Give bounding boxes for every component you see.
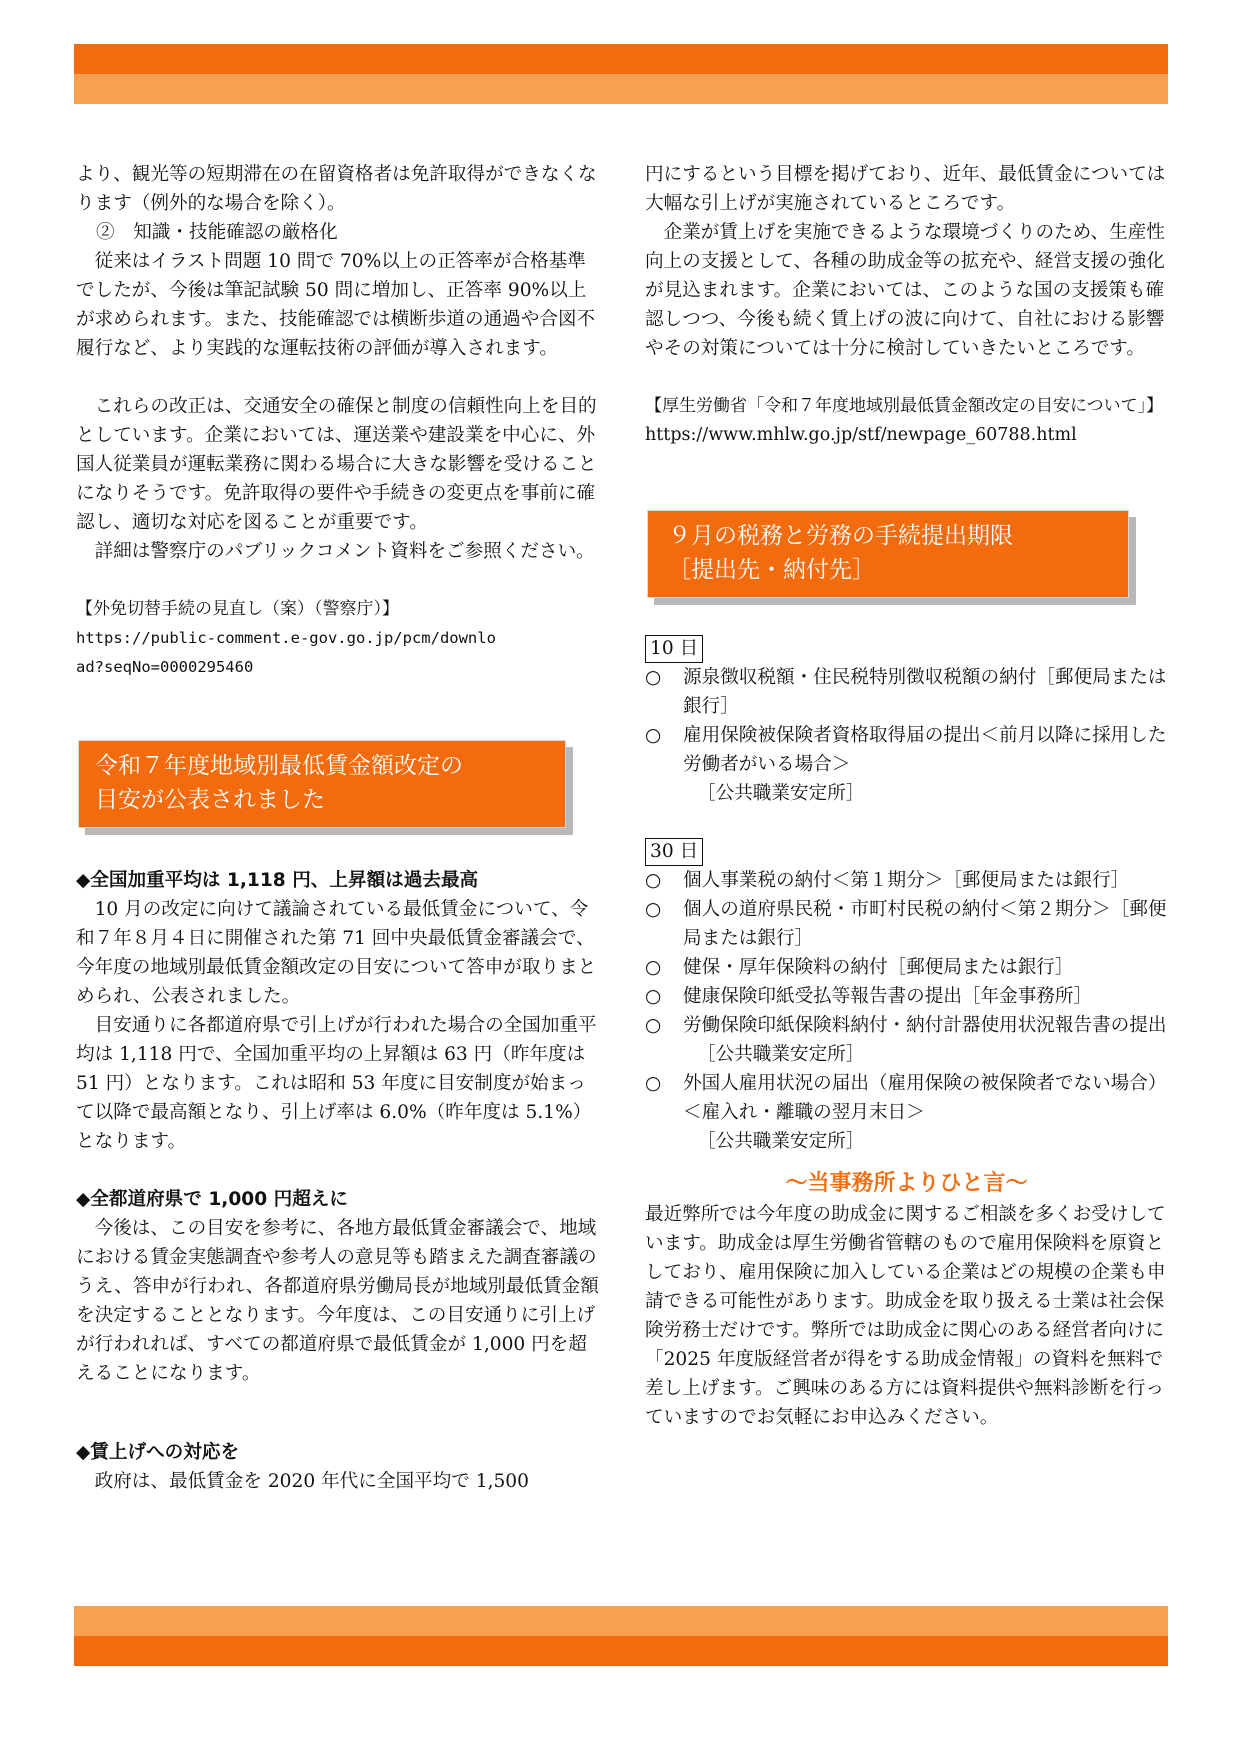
- subheading: ② 知識・技能確認の厳格化: [96, 222, 338, 243]
- list-item: ○ 個人の道府県民税・市町村民税の納付＜第２期分＞［郵便局または銀行］: [645, 895, 1168, 953]
- list-item: ○ 健保・厚年保険料の納付［郵便局または銀行］: [645, 953, 1168, 982]
- list-item: ○ 労働保険印紙保険料納付・納付計器使用状況報告書の提出: [645, 1011, 1168, 1040]
- office-note-body: 最近弊所では今年度の助成金に関するご相談を多くお受けしています。助成金は厚生労働省管轄のもので雇用保険料を原資としており、雇用保険に加入している企業はどの規模の企業も申請できる可能性があります。助成金を取り扱える士業は社会保険労務士だけです。弊所では助成金に関心のある経営者向けに「2025 年度版経営者が得をする助成金情報」の資料を無料で差し上げます。ご興味のある方には資料提供や無料診断を行っていますのでお気軽にお申込みください。: [645, 1204, 1166, 1428]
- footer-bar-dark: [74, 1636, 1168, 1666]
- submission-office: ［公共職業安定所］: [697, 783, 865, 804]
- reference-title: 【厚生労働省「令和７年度地域別最低賃金額改定の目安について」】: [645, 396, 1164, 416]
- office-note-title: ～当事務所よりひと言～: [785, 1171, 1028, 1196]
- section-banner-minimum-wage: [78, 740, 566, 828]
- list-item: ○ 源泉徴収税額・住民税特別徴収税額の納付［郵便局または銀行］: [645, 663, 1168, 721]
- reference-title: 【外免切替手続の見直し（案）（警察庁）】: [76, 599, 399, 619]
- paragraph: 政府は、最低賃金を 2020 年代に全国平均で 1,500: [94, 1471, 529, 1492]
- reference-url[interactable]: https://www.mhlw.go.jp/stf/newpage_60788.html: [645, 425, 1077, 445]
- section-heading: ◆全国加重平均は 1,118 円、上昇額は過去最高: [76, 870, 479, 891]
- circle-bullet-icon: ○: [645, 1073, 662, 1094]
- section-banner-deadlines: [647, 510, 1129, 598]
- header-bar-dark: [74, 44, 1168, 74]
- circle-bullet-icon: ○: [645, 986, 662, 1007]
- section-heading: ◆賃上げへの対応を: [76, 1442, 240, 1463]
- reference-url[interactable]: https://public-comment.e-gov.go.jp/pcm/download?seqNo=0000295460: [76, 629, 496, 676]
- day-label-10: 10 日: [645, 635, 703, 663]
- circle-bullet-icon: ○: [645, 1015, 662, 1036]
- submission-office: ［公共職業安定所］: [697, 1131, 865, 1152]
- paragraph: これらの改正は、交通安全の確保と制度の信頼性向上を目的としています。企業においては、運送業や建設業を中心に、外国人従業員が運転業務に関わる場合に大きな影響を受けることになりそうです。免許取得の要件や手続きの変更点を事前に確認し、適切な対応を図ることが重要です。: [76, 396, 597, 533]
- circle-bullet-icon: ○: [645, 957, 662, 978]
- paragraph: より、観光等の短期滞在の在留資格者は免許取得ができなくなります（例外的な場合を除く）。: [76, 164, 597, 214]
- section-heading: ◆全都道府県で 1,000 円超えに: [76, 1189, 348, 1210]
- banner-line: ９月の税務と労務の手続提出期限: [668, 523, 1013, 549]
- banner-line: 令和７年度地域別最低賃金額改定の: [95, 753, 463, 779]
- paragraph: 今後は、この目安を参考に、各地方最低賃金審議会で、地域における賃金実態調査や参考人の意見等も踏まえた調査審議のうえ、答申が行われ、各都道府県労働局長が地域別最低賃金額を決定することとなります。今年度は、この目安通りに引上げが行われれば、すべての都道府県で最低賃金が 1,000 円を超えることになります。: [76, 1218, 599, 1384]
- right-column: [645, 160, 1168, 1432]
- circle-bullet-icon: ○: [645, 870, 662, 891]
- list-item: ○ 外国人雇用状況の届出（雇用保険の被保険者でない場合）＜雇入れ・離職の翌月末日＞: [645, 1069, 1168, 1127]
- paragraph: 目安通りに各都道府県で引上げが行われた場合の全国加重平均は 1,118 円で、全国加重平均の上昇額は 63 円（昨年度は 51 円）となります。これは昭和 53 年度に目安制度が始まって以降で最高額となり、引上げ率は 6.0%（昨年度は 5.1%）となります。: [76, 1015, 597, 1152]
- banner-line: ［提出先・納付先］: [668, 557, 875, 583]
- list-item: ○ 健康保険印紙受払等報告書の提出［年金事務所］: [645, 982, 1168, 1011]
- circle-bullet-icon: ○: [645, 667, 662, 688]
- paragraph: 従来はイラスト問題 10 問で 70%以上の正答率が合格基準でしたが、今後は筆記試験 50 問に増加し、正答率 90%以上が求められます。また、技能確認では横断歩道の通過や合図不履行など、より実践的な運転技術の評価が導入されます。: [76, 251, 596, 359]
- circle-bullet-icon: ○: [645, 899, 662, 920]
- paragraph: 企業が賃上げを実施できるような環境づくりのため、生産性向上の支援として、各種の助成金等の拡充や、経営支援の強化が見込まれます。企業においては、このような国の支援策も確認しつつ、今後も続く賃上げの波に向けて、自社における影響やその対策については十分に検討していきたいところです。: [645, 222, 1165, 359]
- day-label-30: 30 日: [645, 838, 703, 866]
- submission-office: ［公共職業安定所］: [697, 1044, 865, 1065]
- banner-line: 目安が公表されました: [95, 787, 325, 813]
- list-item: ○ 雇用保険被保険者資格取得届の提出＜前月以降に採用した労働者がいる場合＞: [645, 721, 1168, 779]
- left-column: [76, 160, 604, 1496]
- paragraph: 詳細は警察庁のパブリックコメント資料をご参照ください。: [94, 541, 595, 562]
- list-item: ○ 個人事業税の納付＜第１期分＞［郵便局または銀行］: [645, 866, 1168, 895]
- paragraph: 円にするという目標を掲げており、近年、最低賃金については大幅な引上げが実施されているところです。: [645, 164, 1166, 214]
- header-bar-light: [74, 74, 1168, 104]
- paragraph: 10 月の改定に向けて議論されている最低賃金について、令和７年８月４日に開催された第 71 回中央最低賃金審議会で、今年度の地域別最低賃金額改定の目安について答申が取りまとめられ、公表されました。: [76, 899, 597, 1007]
- footer-bar-light: [74, 1606, 1168, 1636]
- circle-bullet-icon: ○: [645, 725, 662, 746]
